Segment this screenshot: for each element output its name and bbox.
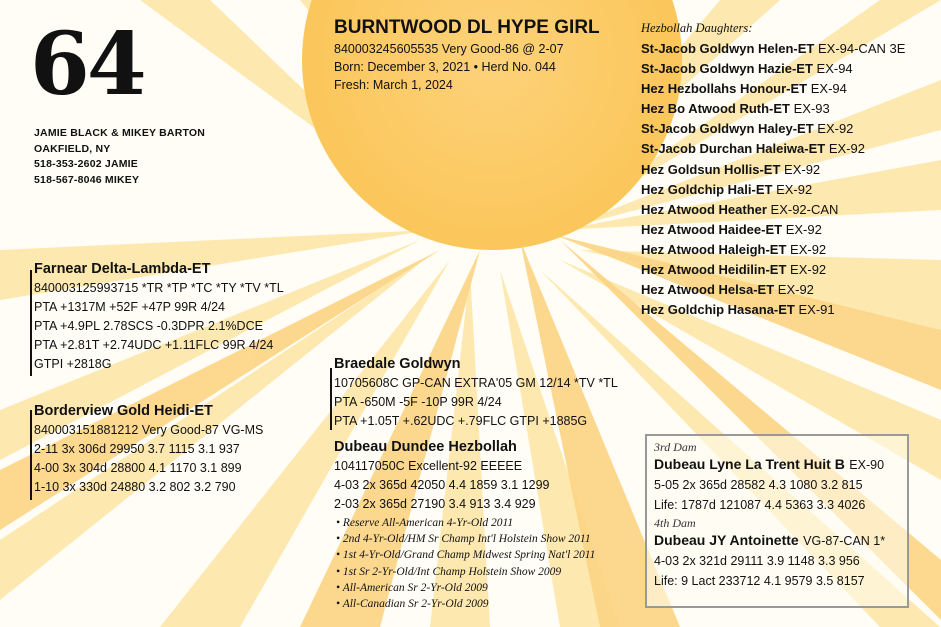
third-dam-label: 3rd Dam xyxy=(654,440,697,454)
lot-number: 64 xyxy=(30,14,144,115)
daughter-item xyxy=(641,200,905,220)
animal-id-line: 840003245605535 Very Good-86 @ 2-07 xyxy=(334,42,564,56)
sire-line: PTA +4.9PL 2.78SCS -0.3DPR 2.1%DCE xyxy=(34,319,263,333)
granddam-id-line: 104117050C Excellent-92 EEEEE xyxy=(334,459,523,473)
fourth-dam-label: 4th Dam xyxy=(654,516,696,530)
daughter-score: EX-92 xyxy=(772,181,813,197)
daughter-score: EX-92 xyxy=(782,221,822,237)
dam-record-row: 2-11 3x 306d 29950 3.7 1115 3.1 937 xyxy=(34,442,240,456)
maternal-sire-bracket xyxy=(330,368,332,430)
daughter-name: Hez Goldsun Hollis-ET xyxy=(641,161,781,177)
daughter-item xyxy=(641,59,905,79)
daughters-title: Hezbollah Daughters: xyxy=(641,21,753,35)
daughter-score: EX-92-CAN xyxy=(766,201,839,217)
maternal-sire-block xyxy=(334,354,618,431)
sire-block xyxy=(34,259,284,374)
daughter-score: EX-92 xyxy=(786,262,827,278)
owner-location: OAKFIELD, NY xyxy=(34,142,111,155)
third-dam-name: Dubeau Lyne La Trent Huit B xyxy=(654,456,845,472)
daughter-name: Hez Atwood Heather xyxy=(641,201,767,217)
animal-name: BURNTWOOD DL HYPE GIRL xyxy=(334,17,600,38)
dam-name: Borderview Gold Heidi-ET xyxy=(34,403,213,419)
animal-header xyxy=(334,16,600,94)
dam-record-row: 1-10 3x 330d 24880 3.2 802 3.2 790 xyxy=(34,480,236,494)
daughter-name: St-Jacob Goldwyn Helen-ET xyxy=(641,41,815,56)
daughter-item xyxy=(641,240,905,260)
granddam-record-row: 2-03 2x 365d 27190 3.4 913 3.4 929 xyxy=(334,497,536,511)
daughter-name: St-Jacob Goldwyn Haley-ET xyxy=(641,121,814,137)
daughter-score: EX-91 xyxy=(794,302,835,318)
honor-item: • 1st 4-Yr-Old/Grand Champ Midwest Spring Nat'l 2011 xyxy=(336,549,596,562)
daughter-score: EX-92 xyxy=(786,241,827,257)
daughter-item xyxy=(641,300,905,320)
daughter-item xyxy=(641,180,905,200)
fourth-dam-life-label: Life: xyxy=(654,574,678,588)
granddam-honors xyxy=(336,515,595,612)
sire-bracket xyxy=(30,270,32,376)
maternal-sire-line: PTA +1.05T +.62UDC +.79FLC GTPI +1885G xyxy=(334,414,588,428)
honor-item: • All-Canadian Sr 2-Yr-Old 2009 xyxy=(336,598,489,611)
honor-item: • Reserve All-American 4-Yr-Old 2011 xyxy=(336,517,514,529)
third-dam-life: Life: 1787d 121087 4.4 5363 3.3 4026 xyxy=(654,498,866,512)
daughter-score: EX-94-CAN 3E xyxy=(814,41,906,56)
lower-dams-box xyxy=(645,434,909,608)
fourth-dam-record: 4-03 2x 321d 29111 3.9 1148 3.3 956 xyxy=(654,554,860,568)
daughter-name: Hez Atwood Haidee-ET xyxy=(641,221,783,237)
daughter-item xyxy=(641,119,905,139)
honor-item: • All-American Sr 2-Yr-Old 2009 xyxy=(336,581,488,594)
daughter-score: EX-92 xyxy=(780,161,821,177)
honor-item: • 1st Sr 2-Yr-Old/Int Champ Holstein Show 2009 xyxy=(336,565,562,578)
daughter-name: Hez Goldchip Hasana-ET xyxy=(641,302,795,318)
daughter-score: EX-92 xyxy=(813,121,854,137)
third-dam-record: 5-05 2x 365d 28582 4.3 1080 3.2 815 xyxy=(654,478,863,492)
animal-fresh-line: Fresh: March 1, 2024 xyxy=(334,78,453,92)
dam-bracket xyxy=(30,410,32,500)
daughter-name: Hez Atwood Heidilin-ET xyxy=(641,262,787,278)
sire-name: Farnear Delta-Lambda-ET xyxy=(34,261,211,277)
daughter-item xyxy=(641,79,905,99)
fourth-dam-score: VG-87-CAN 1* xyxy=(803,534,886,548)
daughter-item xyxy=(641,220,905,240)
daughter-name: St-Jacob Goldwyn Hazie-ET xyxy=(641,61,813,77)
animal-born-line: Born: December 3, 2021 • Herd No. 044 xyxy=(334,60,556,74)
owner-phone-1: 518-353-2602 JAMIE xyxy=(34,158,138,170)
daughter-score: EX-94 xyxy=(812,61,853,77)
daughter-score: EX-92 xyxy=(774,282,814,298)
third-dam-life-label: Life: xyxy=(654,498,678,512)
granddam-block xyxy=(334,437,549,514)
honor-item: • 2nd 4-Yr-Old/HM Sr Champ Int'l Holstein Show 2011 xyxy=(336,533,591,546)
daughter-name: Hez Hezbollahs Honour-ET xyxy=(641,81,808,97)
daughter-name: Hez Atwood Helsa-ET xyxy=(641,282,775,298)
granddam-record-row: 4-03 2x 365d 42050 4.4 1859 3.1 1299 xyxy=(334,478,550,492)
dam-record-row: 4-00 3x 304d 28800 4.1 1170 3.1 899 xyxy=(34,461,242,475)
maternal-sire-line: PTA -650M -5F -10P 99R 4/24 xyxy=(334,395,502,409)
sire-line: GTPI +2818G xyxy=(34,357,112,371)
daughter-item xyxy=(641,39,905,59)
fourth-dam-life: Life: 9 Lact 233712 4.1 9579 3.5 8157 xyxy=(654,574,865,588)
sire-line: 840003125993715 *TR *TP *TC *TY *TV *TL xyxy=(34,281,284,295)
daughter-item xyxy=(641,160,905,180)
third-dam-score: EX-90 xyxy=(849,458,885,472)
fourth-dam-name: Dubeau JY Antoinette xyxy=(654,532,799,548)
dam-block xyxy=(34,401,263,497)
daughter-item xyxy=(641,139,905,159)
sire-line: PTA +2.81T +2.74UDC +1.11FLC 99R 4/24 xyxy=(34,338,274,352)
daughter-name: St-Jacob Durchan Haleiwa-ET xyxy=(641,141,826,157)
granddam-name: Dubeau Dundee Hezbollah xyxy=(334,439,517,455)
sire-line: PTA +1317M +52F +47P 99R 4/24 xyxy=(34,300,225,314)
daughter-item xyxy=(641,280,905,300)
daughter-score: EX-94 xyxy=(807,81,847,97)
daughter-name: Hez Bo Atwood Ruth-ET xyxy=(641,101,790,117)
dam-id-line: 840003151881212 Very Good-87 VG-MS xyxy=(34,423,264,437)
daughter-item xyxy=(641,260,905,280)
maternal-sire-name: Braedale Goldwyn xyxy=(334,356,461,372)
daughter-score: EX-93 xyxy=(790,101,830,117)
daughter-score: EX-92 xyxy=(825,141,865,157)
daughters-list xyxy=(641,20,905,320)
daughter-name: Hez Goldchip Hali-ET xyxy=(641,181,773,197)
maternal-sire-line: 10705608C GP-CAN EXTRA'05 GM 12/14 *TV *TL xyxy=(334,376,618,390)
owner-names: JAMIE BLACK & MIKEY BARTON xyxy=(34,127,206,139)
daughter-name: Hez Atwood Haleigh-ET xyxy=(641,241,787,257)
daughter-item xyxy=(641,99,905,119)
owner-info xyxy=(34,126,205,188)
owner-phone-2: 518-567-8046 MIKEY xyxy=(34,173,140,186)
